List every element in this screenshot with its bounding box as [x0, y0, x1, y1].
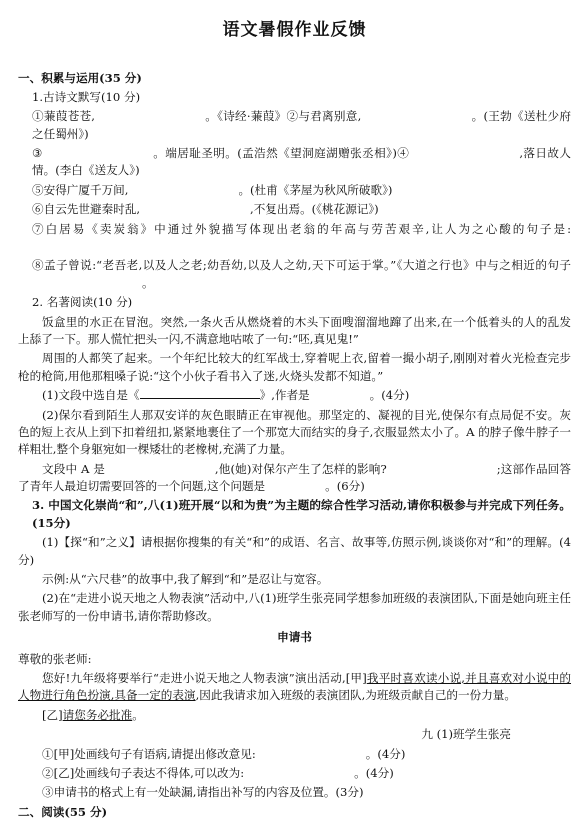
task-1: (1)【探“和”之义】请根据你搜集的有关“和”的成语、名言、故事等,仿照示例,谈谈你对“和”的理解。(4分) — [18, 535, 571, 567]
task-2: (2)在“走进小说天地之人物表演”活动中,八(1)班学生张亮同学想参加班级的表演团队,下面是她向班主任张老师写的一份申请书,请你帮助修改。 — [18, 591, 571, 623]
section-heading-2: 二、阅读(55 分) — [18, 804, 108, 819]
reading-paragraph-3: (2)保尔看到陌生人那双安详的灰色眼睛正在审视他。那坚定的、凝视的目光,使保尔有点局促不安。灰色的短上衣从上到下扣着纽扣,紧紧地裹住了一个那宽大而结实的身子,衣服显然太小了。A 的脖子像牛脖子一样粗壮,整个身躯宛如一棵矮壮的老橡树,充满了力量。 — [18, 407, 571, 457]
reading-paragraph-1: 饭盒里的水正在冒泡。突然,一条火舌从燃烧着的木头下面嗖溜溜地蹿了出来,在一个低着头的人的乱发上舔了一下。那人慌忙把头一闪,不满意地咕哝了一句:“呸,真见鬼!” — [18, 314, 571, 346]
poem-line-3: ⑤安得广厦千万间, 。(杜甫《茅屋为秋风所破歌》) — [32, 182, 393, 197]
poem-line-4: ⑥自云先世避秦时乱, ,不复出焉。(《桃花源记》) — [32, 202, 379, 217]
question-2-heading: 2. 名著阅读(10 分) — [32, 295, 133, 310]
question-3-heading: 3. 中国文化崇尚“和”,八(1)班开展“以和为贵”为主题的综合性学习活动,请你积极参与并完成下列任务。(15分) — [32, 498, 571, 530]
task-1-example: 示例:从“六尺巷”的故事中,我了解到“和”是忍让与宽容。 — [42, 572, 329, 587]
revision-2: ②[乙]处画线句子表达不得体,可以改为: 。(4分) — [42, 765, 394, 780]
underlined-sentence-yi: 请您务必批准 — [62, 707, 133, 722]
question-1-heading: 1.古诗文默写(10 分) — [32, 89, 141, 104]
section-heading-1: 一、积累与运用(35 分) — [18, 70, 142, 85]
poem-line-2: ③ 。端居耻圣明。(孟浩然《望洞庭湖赠张丞相》)④ ,落日故人情。(李白《送友人》) — [32, 146, 572, 178]
letter-closing: [乙]请您务必批准。 — [42, 707, 144, 722]
underlined-sentence-jia: 我平时喜欢读小说,并且喜欢对小说中的人物进行角色扮演,具备一定的表演 — [18, 671, 572, 703]
letter-signature: 九 (1)班学生张亮 — [421, 727, 511, 742]
letter-title: 申请书 — [277, 630, 312, 645]
revision-3: ③申请书的格式上有一处缺漏,请指出补写的内容及位置。(3分) — [42, 785, 364, 800]
page-title: 语文暑假作业反馈 — [222, 20, 367, 40]
revision-1: ①[甲]处画线句子有语病,请提出修改意见: 。(4分) — [42, 746, 406, 761]
letter-body: 您好!九年级将要举行“走进小说天地之人物表演”演出活动,[甲]我平时喜欢读小说,并且喜欢对小说中的人物进行角色扮演,具备一定的表演,因此我请求加入班级的表演团队,为班级贡献自己的一份力量。 — [18, 671, 572, 703]
poem-line-1: ①蒹葭苍苍, 。《诗经·蒹葭》②与君离别意, 。(王勃《送杜少府之任蜀州》) — [32, 109, 571, 141]
question-2-1: (1)文段中选自是《 》,作者是 。(4分) — [42, 388, 410, 403]
poem-line-5: ⑦白居易《卖炭翁》中通过外貌描写体现出老翁的年高与劳苦艰辛,让人为之心酸的句子是: — [32, 221, 571, 236]
poem-line-6: ⑧孟子曾说:“老吾老,以及人之老;幼吾幼,以及人之幼,天下可运于掌。”《大道之行也》中与之相近的句子。 — [32, 258, 571, 290]
reading-paragraph-2: 周围的人都笑了起来。一个年纪比较大的红军战士,穿着呢上衣,留着一撮小胡子,刚刚对着火光检查完步枪的枪筒,用他那粗嗓子说:“这个小伙子看书入了迷,火烧头发都不知道。” — [18, 351, 571, 383]
letter-greeting: 尊敬的张老师: — [18, 651, 92, 666]
answer-blank[interactable] — [140, 398, 260, 399]
question-2-2: 文段中 A 是 ,他(她)对保尔产生了怎样的影响? ;这部作品回答了青年人最迫切需要回答的一个问题,这个问题是 。(6分) — [18, 461, 571, 494]
